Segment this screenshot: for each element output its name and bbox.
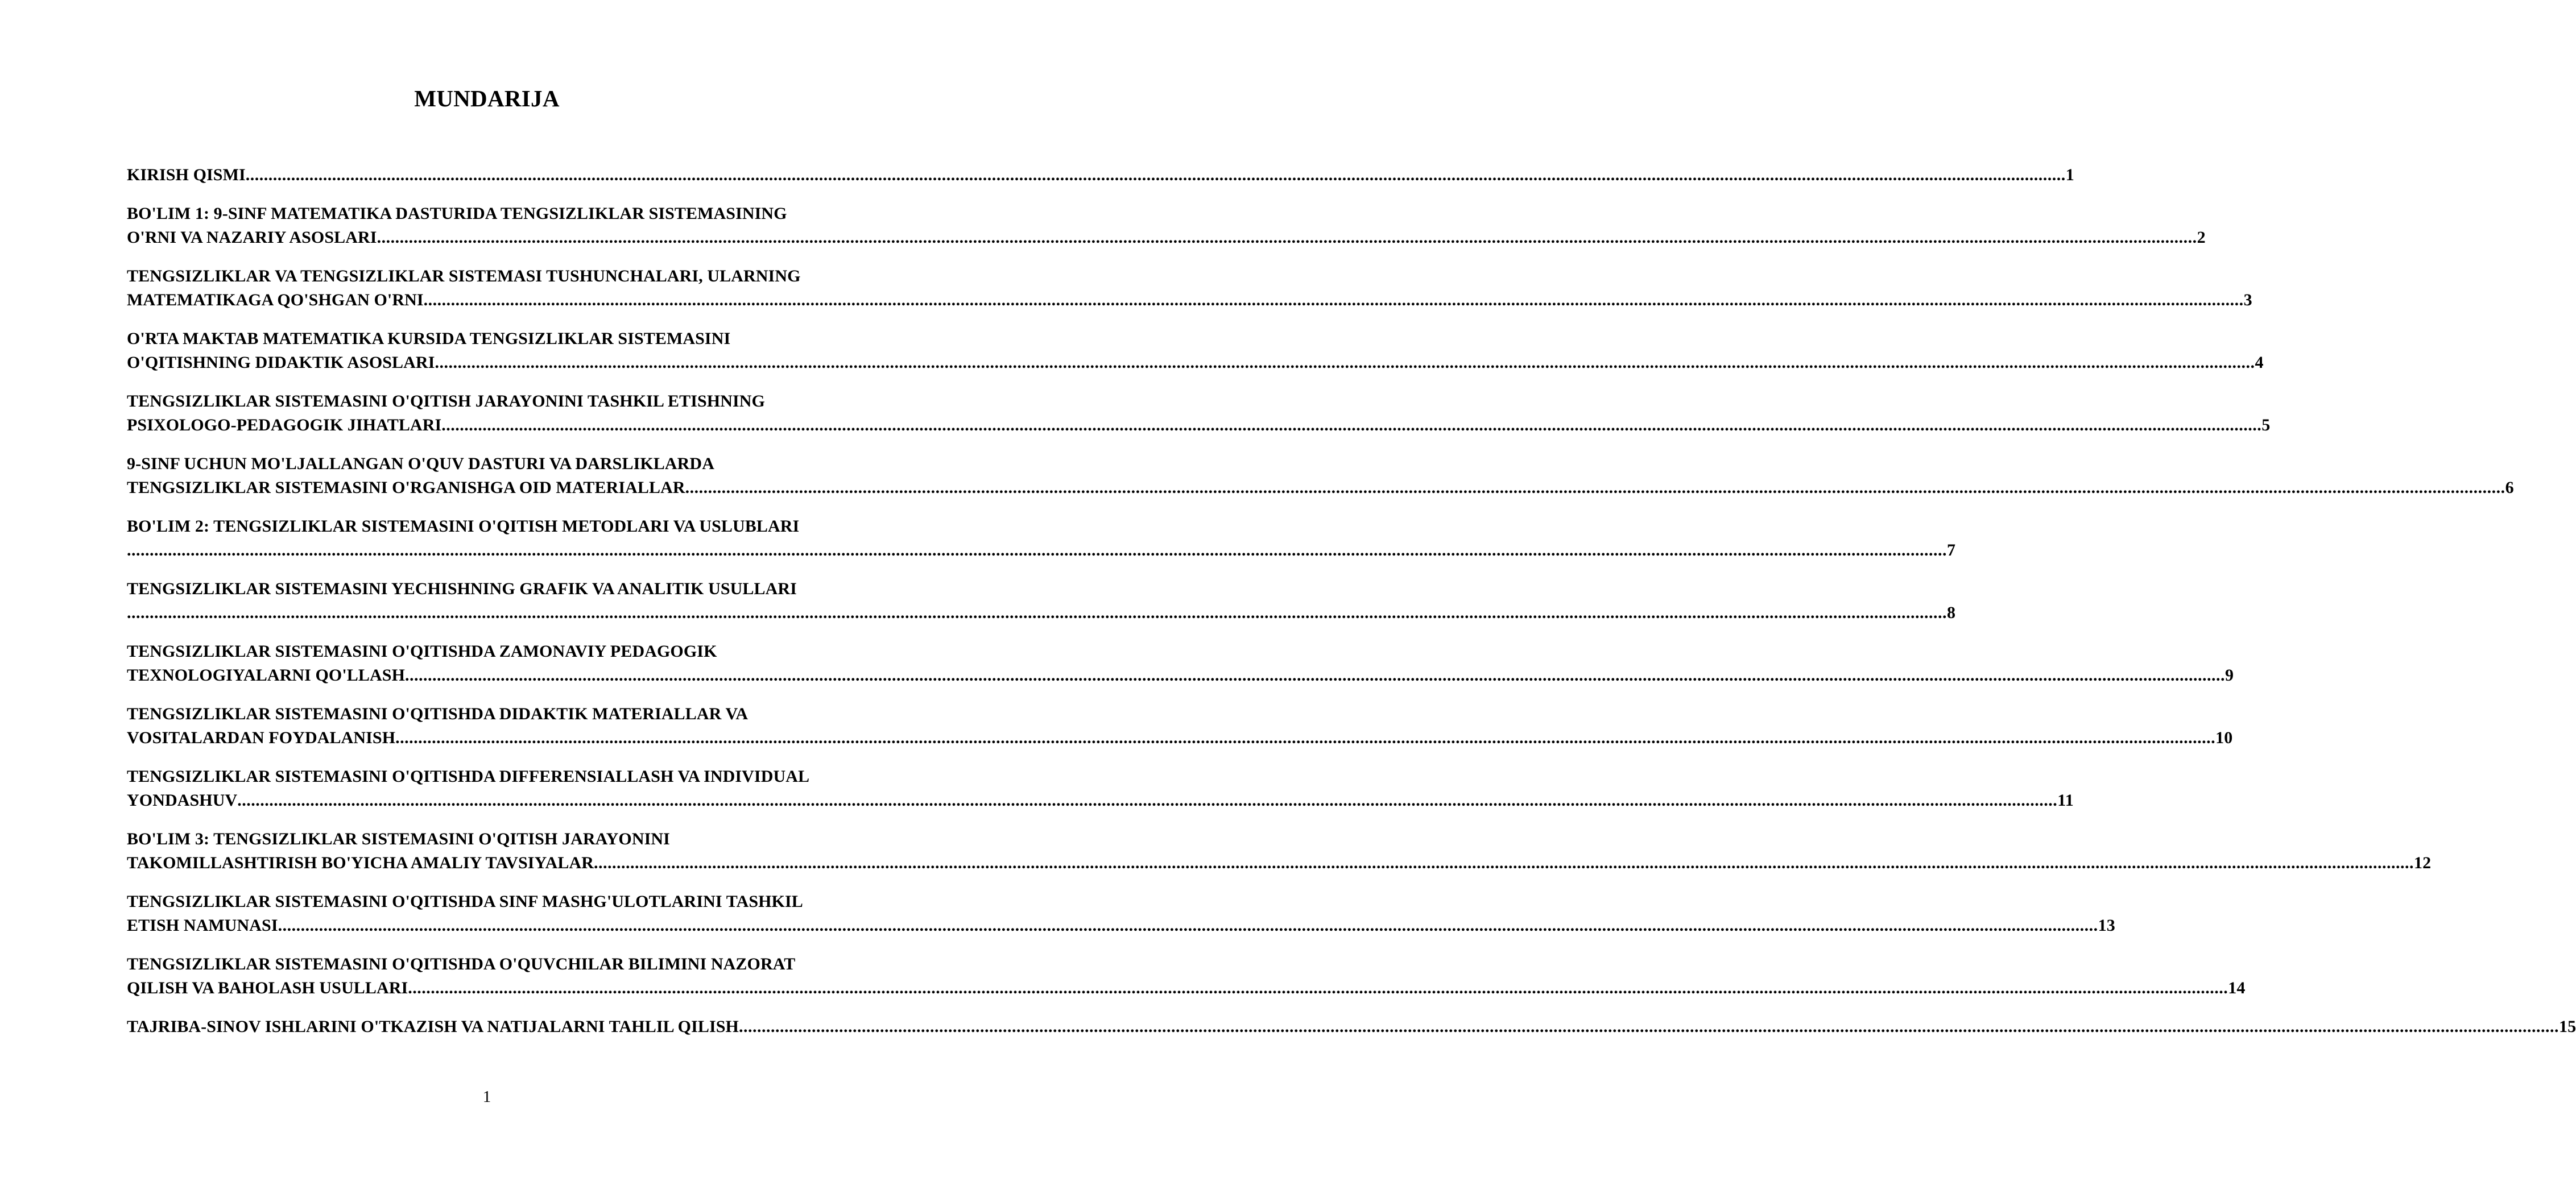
toc-dot-leader: ................................................................................................................................................................................................................................................................................................................................................................................................................ — [278, 916, 2098, 935]
toc-entry[interactable] — [127, 202, 2206, 250]
toc-dot-leader: ................................................................................................................................................................................................................................................................................................................................................................................................................ — [685, 478, 2505, 497]
toc-page-number: 8 — [1947, 603, 1956, 622]
toc-entry-title: TENGSIZLIKLAR SISTEMASINI O'QITISH JARAYONINI TASHKIL ETISHNING — [127, 392, 765, 411]
toc-entry-title-continued: VOSITALARDAN FOYDALANISH — [127, 728, 396, 747]
toc-entry-title: TENGSIZLIKLAR SISTEMASINI O'QITISHDA DIFFERENSIALLASH VA INDIVIDUAL — [127, 767, 810, 786]
toc-page-number: 4 — [2255, 353, 2264, 372]
toc-dot-leader: ................................................................................................................................................................................................................................................................................................................................................................................................................ — [245, 165, 2066, 184]
toc-entry-title: TENGSIZLIKLAR VA TENGSIZLIKLAR SISTEMASI TUSHUNCHALARI, ULARNING — [127, 267, 801, 285]
toc-page-number: 9 — [2225, 666, 2234, 685]
toc-entry-title: TENGSIZLIKLAR SISTEMASINI YECHISHNING GRAFIK VA ANALITIK USULLARI — [127, 579, 797, 598]
toc-dot-leader: ................................................................................................................................................................................................................................................................................................................................................................................................................ — [738, 1017, 2559, 1036]
toc-dot-leader: ................................................................................................................................................................................................................................................................................................................................................................................................................ — [408, 979, 2228, 997]
toc-page-number: 10 — [2215, 728, 2233, 747]
toc-entry-title-continued: ETISH NAMUNASI — [127, 916, 278, 935]
toc-entry[interactable] — [127, 264, 2252, 312]
toc-entry-title: TENGSIZLIKLAR SISTEMASINI O'QITISHDA SINF MASHG'ULOTLARINI TASHKIL — [127, 892, 803, 911]
toc-dot-leader: ................................................................................................................................................................................................................................................................................................................................................................................................................ — [237, 791, 2058, 810]
toc-dot-leader: ................................................................................................................................................................................................................................................................................................................................................................................................................ — [594, 853, 2414, 872]
toc-entry-title-continued: O'RNI VA NAZARIY ASOSLARI — [127, 228, 377, 247]
toc-entry-title: TENGSIZLIKLAR SISTEMASINI O'QITISHDA DIDAKTIK MATERIALLAR VA — [127, 704, 749, 723]
toc-entry[interactable] — [127, 389, 2271, 437]
toc-page-number: 12 — [2414, 853, 2432, 872]
toc-page-number: 13 — [2098, 916, 2115, 935]
toc-entry-title-continued: O'QITISHNING DIDAKTIK ASOSLARI — [127, 353, 435, 372]
toc-entry-title: 9-SINF UCHUN MO'LJALLANGAN O'QUV DASTURI VA DARSLIKLARDA — [127, 454, 714, 473]
toc-entry[interactable] — [127, 1015, 2576, 1039]
toc-entry-title-continued: KIRISH QISMI — [127, 165, 246, 184]
toc-entry[interactable] — [127, 827, 2432, 875]
toc-entry-title: TENGSIZLIKLAR SISTEMASINI O'QITISHDA ZAMONAVIY PEDAGOGIK — [127, 642, 717, 661]
toc-page-number: 5 — [2261, 416, 2271, 434]
toc-entry-title: BO'LIM 2: TENGSIZLIKLAR SISTEMASINI O'QITISH METODLARI VA USLUBLARI — [127, 517, 800, 536]
toc-entry[interactable] — [127, 163, 2074, 187]
toc-entry-title: BO'LIM 1: 9-SINF MATEMATIKA DASTURIDA TENGSIZLIKLAR SISTEMASINING — [127, 204, 787, 223]
toc-dot-leader: ................................................................................................................................................................................................................................................................................................................................................................................................................ — [127, 603, 1947, 622]
toc-entry-title: O'RTA MAKTAB MATEMATIKA KURSIDA TENGSIZLIKLAR SISTEMASINI — [127, 329, 731, 348]
toc-entry[interactable] — [127, 327, 2264, 375]
toc-page-number: 6 — [2505, 478, 2514, 497]
toc-entry[interactable] — [127, 702, 2233, 750]
toc-page-number: 15 — [2558, 1017, 2576, 1036]
toc-entry-title-continued: YONDASHUV — [127, 791, 238, 810]
toc-entry-title-continued: PSIXOLOGO-PEDAGOGIK JIHATLARI — [127, 416, 442, 434]
toc-page-number: 11 — [2057, 791, 2074, 810]
toc-entry-title: BO'LIM 3: TENGSIZLIKLAR SISTEMASINI O'QITISH JARAYONINI — [127, 830, 670, 848]
toc-dot-leader: ................................................................................................................................................................................................................................................................................................................................................................................................................ — [441, 416, 2262, 434]
toc-entry[interactable] — [127, 515, 1956, 562]
toc-dot-leader: ................................................................................................................................................................................................................................................................................................................................................................................................................ — [127, 541, 1947, 560]
toc-page-number: 14 — [2228, 979, 2246, 997]
page-number: 1 — [482, 1088, 491, 1106]
toc-entry[interactable] — [127, 890, 2115, 938]
toc-entry[interactable] — [127, 765, 2074, 813]
toc-page-number: 1 — [2065, 165, 2074, 184]
toc-dot-leader: ................................................................................................................................................................................................................................................................................................................................................................................................................ — [423, 291, 2244, 309]
toc-entry[interactable] — [127, 952, 2246, 1000]
table-of-contents — [127, 163, 2576, 1054]
toc-dot-leader: ................................................................................................................................................................................................................................................................................................................................................................................................................ — [377, 228, 2197, 247]
toc-dot-leader: ................................................................................................................................................................................................................................................................................................................................................................................................................ — [435, 353, 2255, 372]
toc-entry-title-continued: MATEMATIKAGA QO'SHGAN O'RNI — [127, 291, 424, 309]
toc-entry[interactable] — [127, 452, 2514, 500]
toc-entry-title-continued: TENGSIZLIKLAR SISTEMASINI O'RGANISHGA OID MATERIALLAR — [127, 478, 685, 497]
toc-entry-title-continued: TEXNOLOGIYALARNI QO'LLASH — [127, 666, 406, 685]
toc-entry[interactable] — [127, 577, 1956, 625]
toc-entry-title-continued: QILISH VA BAHOLASH USULLARI — [127, 979, 408, 997]
page-title: MUNDARIJA — [414, 85, 560, 111]
toc-entry-title-continued: TAJRIBA-SINOV ISHLARINI O'TKAZISH VA NATIJALARNI TAHLIL QILISH — [127, 1017, 739, 1036]
toc-entry-title: TENGSIZLIKLAR SISTEMASINI O'QITISHDA O'QUVCHILAR BILIMINI NAZORAT — [127, 955, 796, 973]
toc-entry[interactable] — [127, 640, 2234, 687]
toc-entry-title-continued: TAKOMILLASHTIRISH BO'YICHA AMALIY TAVSIYALAR — [127, 853, 594, 872]
toc-page-number: 2 — [2197, 228, 2206, 247]
toc-page-number: 3 — [2243, 291, 2252, 309]
toc-page-number: 7 — [1947, 541, 1956, 560]
toc-dot-leader: ................................................................................................................................................................................................................................................................................................................................................................................................................ — [405, 666, 2226, 685]
toc-dot-leader: ................................................................................................................................................................................................................................................................................................................................................................................................................ — [395, 728, 2216, 747]
